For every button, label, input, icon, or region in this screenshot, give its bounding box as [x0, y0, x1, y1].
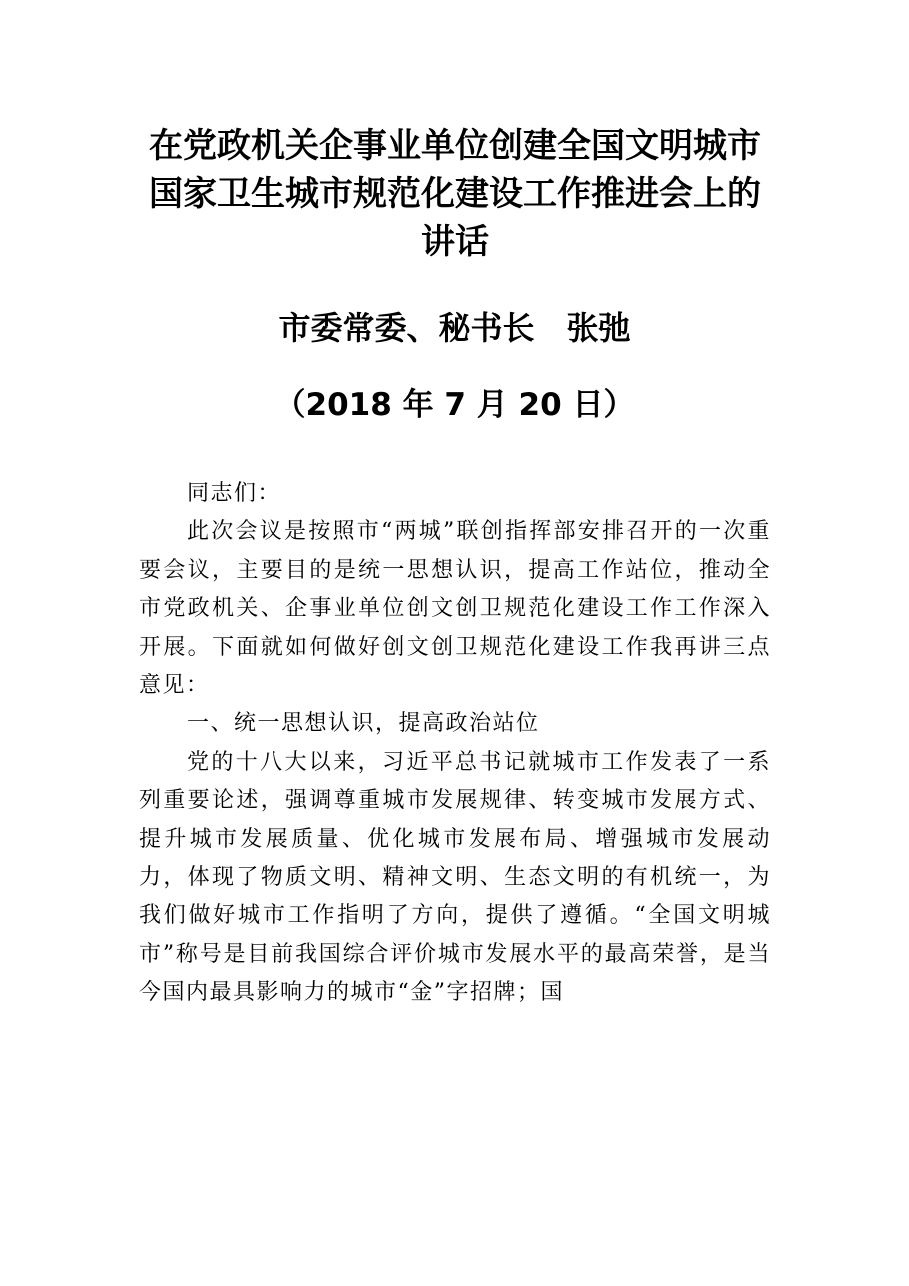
title-line: 国家卫生城市规范化建设工作推进会上的 [149, 174, 761, 214]
speech-body [139, 475, 771, 1013]
paragraph: 此次会议是按照市“两城”联创指挥部安排召开的一次重要会议，主要目的是统一思想认识，提高工作站位，推动全市党政机关、企事业单位创文创卫规范化建设工作工作深入开展。下面就如何做好创文创卫规范化建设工作我再讲三点意见： [139, 519, 771, 699]
title-line: 讲话 [421, 222, 489, 262]
paragraph: 党的十八大以来，习近平总书记就城市工作发表了一系列重要论述，强调尊重城市发展规律、转变城市发展方式、提升城市发展质量、优化城市发展布局、增强城市发展动力，体现了物质文明、精神文明、生态文明的有机统一，为我们做好城市工作指明了方向，提供了遵循。“全国文明城市”称号是目前我国综合评价城市发展水平的最高荣誉，是当今国内最具影响力的城市“金”字招牌；国 [139, 749, 771, 1006]
salutation: 同志们： [187, 481, 282, 506]
title-line: 在党政机关企事业单位创建全国文明城市 [149, 126, 761, 166]
document-title [120, 122, 790, 266]
speaker-line: 市委常委、秘书长 张弛 [278, 309, 631, 347]
section-heading: 一、统一思想认识，提高政治站位 [187, 711, 540, 737]
speech-date: （2018 年 7 月 20 日） [274, 387, 635, 423]
